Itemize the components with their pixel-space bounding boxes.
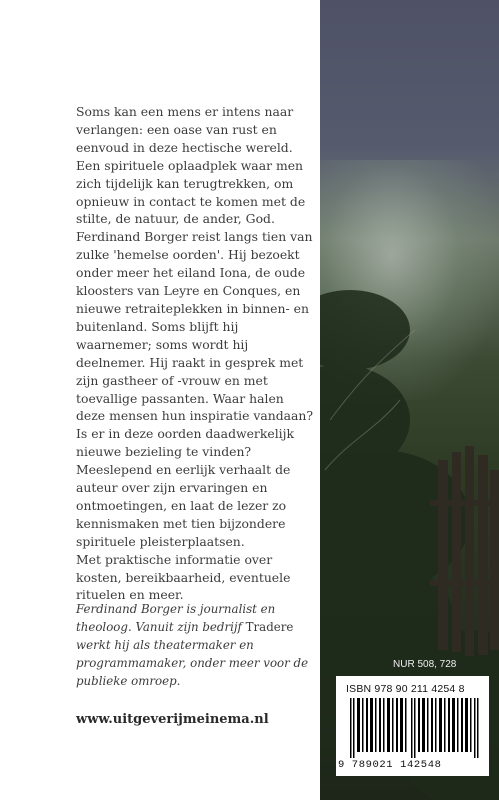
ean-digits: 9 789021 142548	[338, 759, 442, 771]
author-bio-p1: Ferdinand Borger	[76, 602, 183, 616]
nur-code: NUR 508, 728	[393, 659, 457, 670]
isbn-text: ISBN 978 90 211 4254 8	[346, 683, 465, 695]
blurb-main: Soms kan een mens er intens naar verlangen: een oase van rust en eenvoud in deze hectische wereld. Een spirituele oplaadplek waar men zich tijdelijk kan terugtrekken, om opnieuw in contact te komen met de stilte, de natuur, de ander, God. Ferdinand Borger reist langs tien van zulke 'hemelse oorden'. Hij bezoekt onder meer het eiland Iona, de oude kloosters van Leyre en Conques, en nieuwe retraiteplekken in binnen- en buitenland. Soms blijft hij waarnemer; soms wordt hij deelnemer. Hij raakt in gesprek met zijn gastheer of -vrouw en met toevallige passanten. Waar halen deze mensen hun inspiratie vandaan? Is er in deze oorden daadwerkelijk nieuwe bezieling te vinden? Meeslepend en eerlijk verhaalt de auteur over zijn ervaringen en ontmoetingen, en laat de lezer zo kennismaken met tien bijzondere spirituele pleisterplaatsen.	[76, 104, 314, 549]
barcode-label	[336, 676, 489, 776]
author-bio-p3: Tradere	[245, 620, 294, 634]
author-bio-p4: werkt hij als theatermaker en programmamaker, onder meer voor de publieke omroep.	[76, 638, 309, 688]
blurb-practical: Met praktische informatie over kosten, bereikbaarheid, eventuele rituelen en meer.	[76, 551, 291, 603]
author-bio	[76, 600, 320, 690]
barcode-bars	[348, 698, 480, 758]
publisher-url: www.uitgeverijmeinema.nl	[76, 712, 269, 727]
blurb-text	[76, 103, 316, 604]
author-bio-p2: is journalist en theoloog. Vanuit zijn bedrijf	[76, 602, 276, 634]
